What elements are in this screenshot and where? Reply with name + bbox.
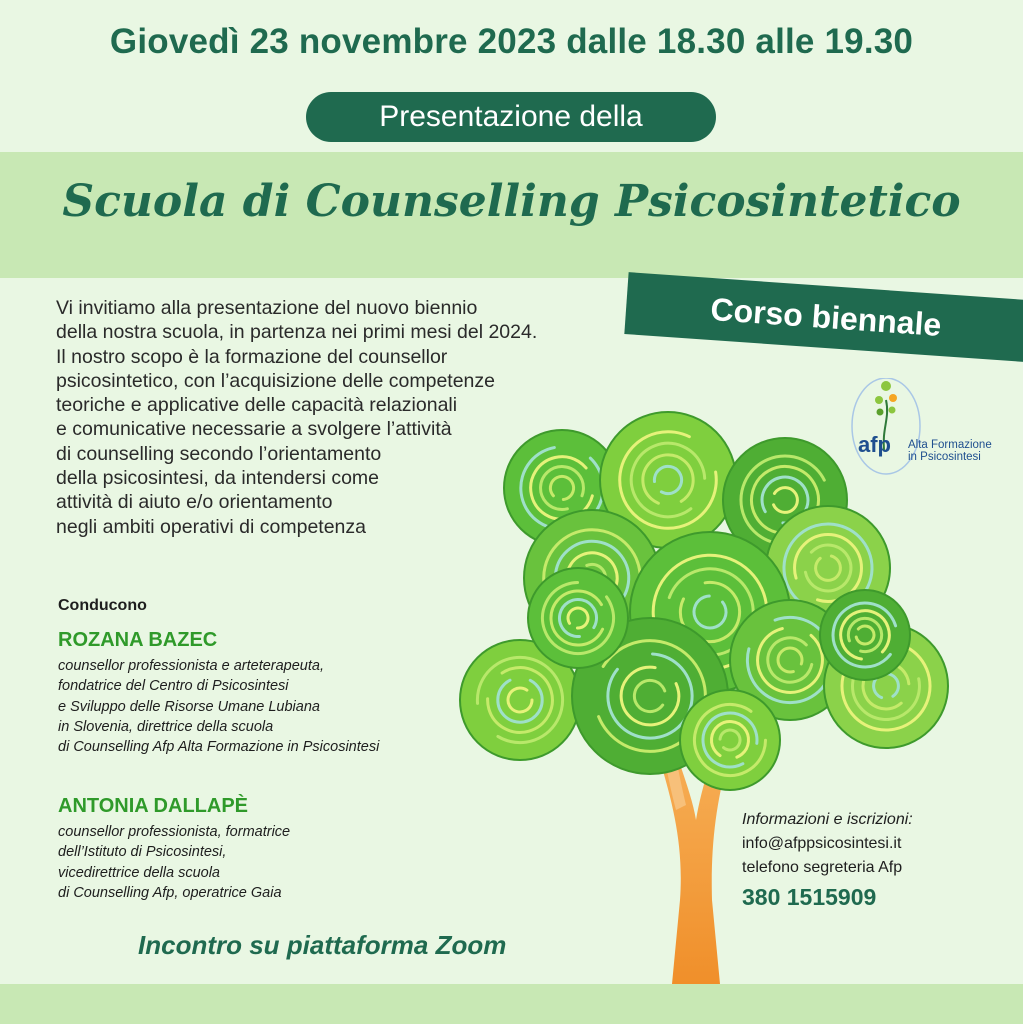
bio-line: di Counselling Afp, operatrice Gaia [58,884,282,901]
bio-line: di Counselling Afp Alta Formazione in Psicosintesi [58,739,380,756]
speaker-1-name: ROZANA BAZEC [58,629,218,651]
conducono-label: Conducono [58,597,147,614]
logo-abbr: afp [858,432,891,457]
info-phone[interactable]: 380 1515909 [742,884,877,910]
bio-line: fondatrice del Centro di Psicosintesi [58,678,289,695]
logo-line2: in Psicosintesi [908,451,981,463]
intro-line: di counselling secondo l’orientamento [56,442,382,465]
course-badge: Corso biennale [624,272,1023,362]
afp-logo [846,378,996,478]
logo-line1: Alta Formazione [908,439,992,451]
bio-line: counsellor professionista e arteterapeuta, [58,658,324,674]
bottom-band [0,984,1023,1024]
info-email[interactable]: info@afppsicosintesi.it [742,835,902,852]
intro-line: Il nostro scopo è la formazione del counsellor [56,345,448,368]
contact-info [742,808,913,911]
bio-line: dell’Istituto di Psicosintesi, [58,844,227,861]
info-phone-label: telefono segreteria Afp [742,859,903,876]
intro-line: della psicosintesi, da intendersi come [56,467,380,490]
bio-line: e Sviluppo delle Risorse Umane Lubiana [58,698,320,715]
intro-line: Vi invitiamo alla presentazione del nuovo biennio [56,297,478,319]
intro-line: negli ambiti operativi di competenza [56,515,367,538]
event-date: Giovedì 23 novembre 2023 dalle 18.30 alle 19.30 [109,22,914,61]
info-heading: Informazioni e iscrizioni: [742,811,913,828]
intro-line: attività di aiuto e/o orientamento [56,491,333,514]
intro-line: psicosintetico, con l’acquisizione delle competenze [56,369,495,392]
intro-line: e comunicative necessarie a svolgere l’attività [56,418,452,441]
speaker-1-bio [58,656,379,757]
bio-line: counsellor professionista, formatrice [58,824,291,840]
logo-caption [908,439,992,463]
zoom-note: Incontro su piattaforma Zoom [138,930,507,960]
intro-line: della nostra scuola, in partenza nei primi mesi del 2024. [56,321,538,344]
school-title: Scuola di Counselling Psicosintetico [62,176,961,227]
presentation-pill: Presentazione della [306,92,716,142]
speaker-2-bio [58,822,290,903]
intro-line: teoriche e applicative delle capacità relazionali [56,394,458,417]
speaker-2-name: ANTONIA DALLAPÈ [58,795,248,817]
bio-line: in Slovenia, direttrice della scuola [58,718,274,735]
bio-line: vicedirettrice della scuola [58,864,220,881]
